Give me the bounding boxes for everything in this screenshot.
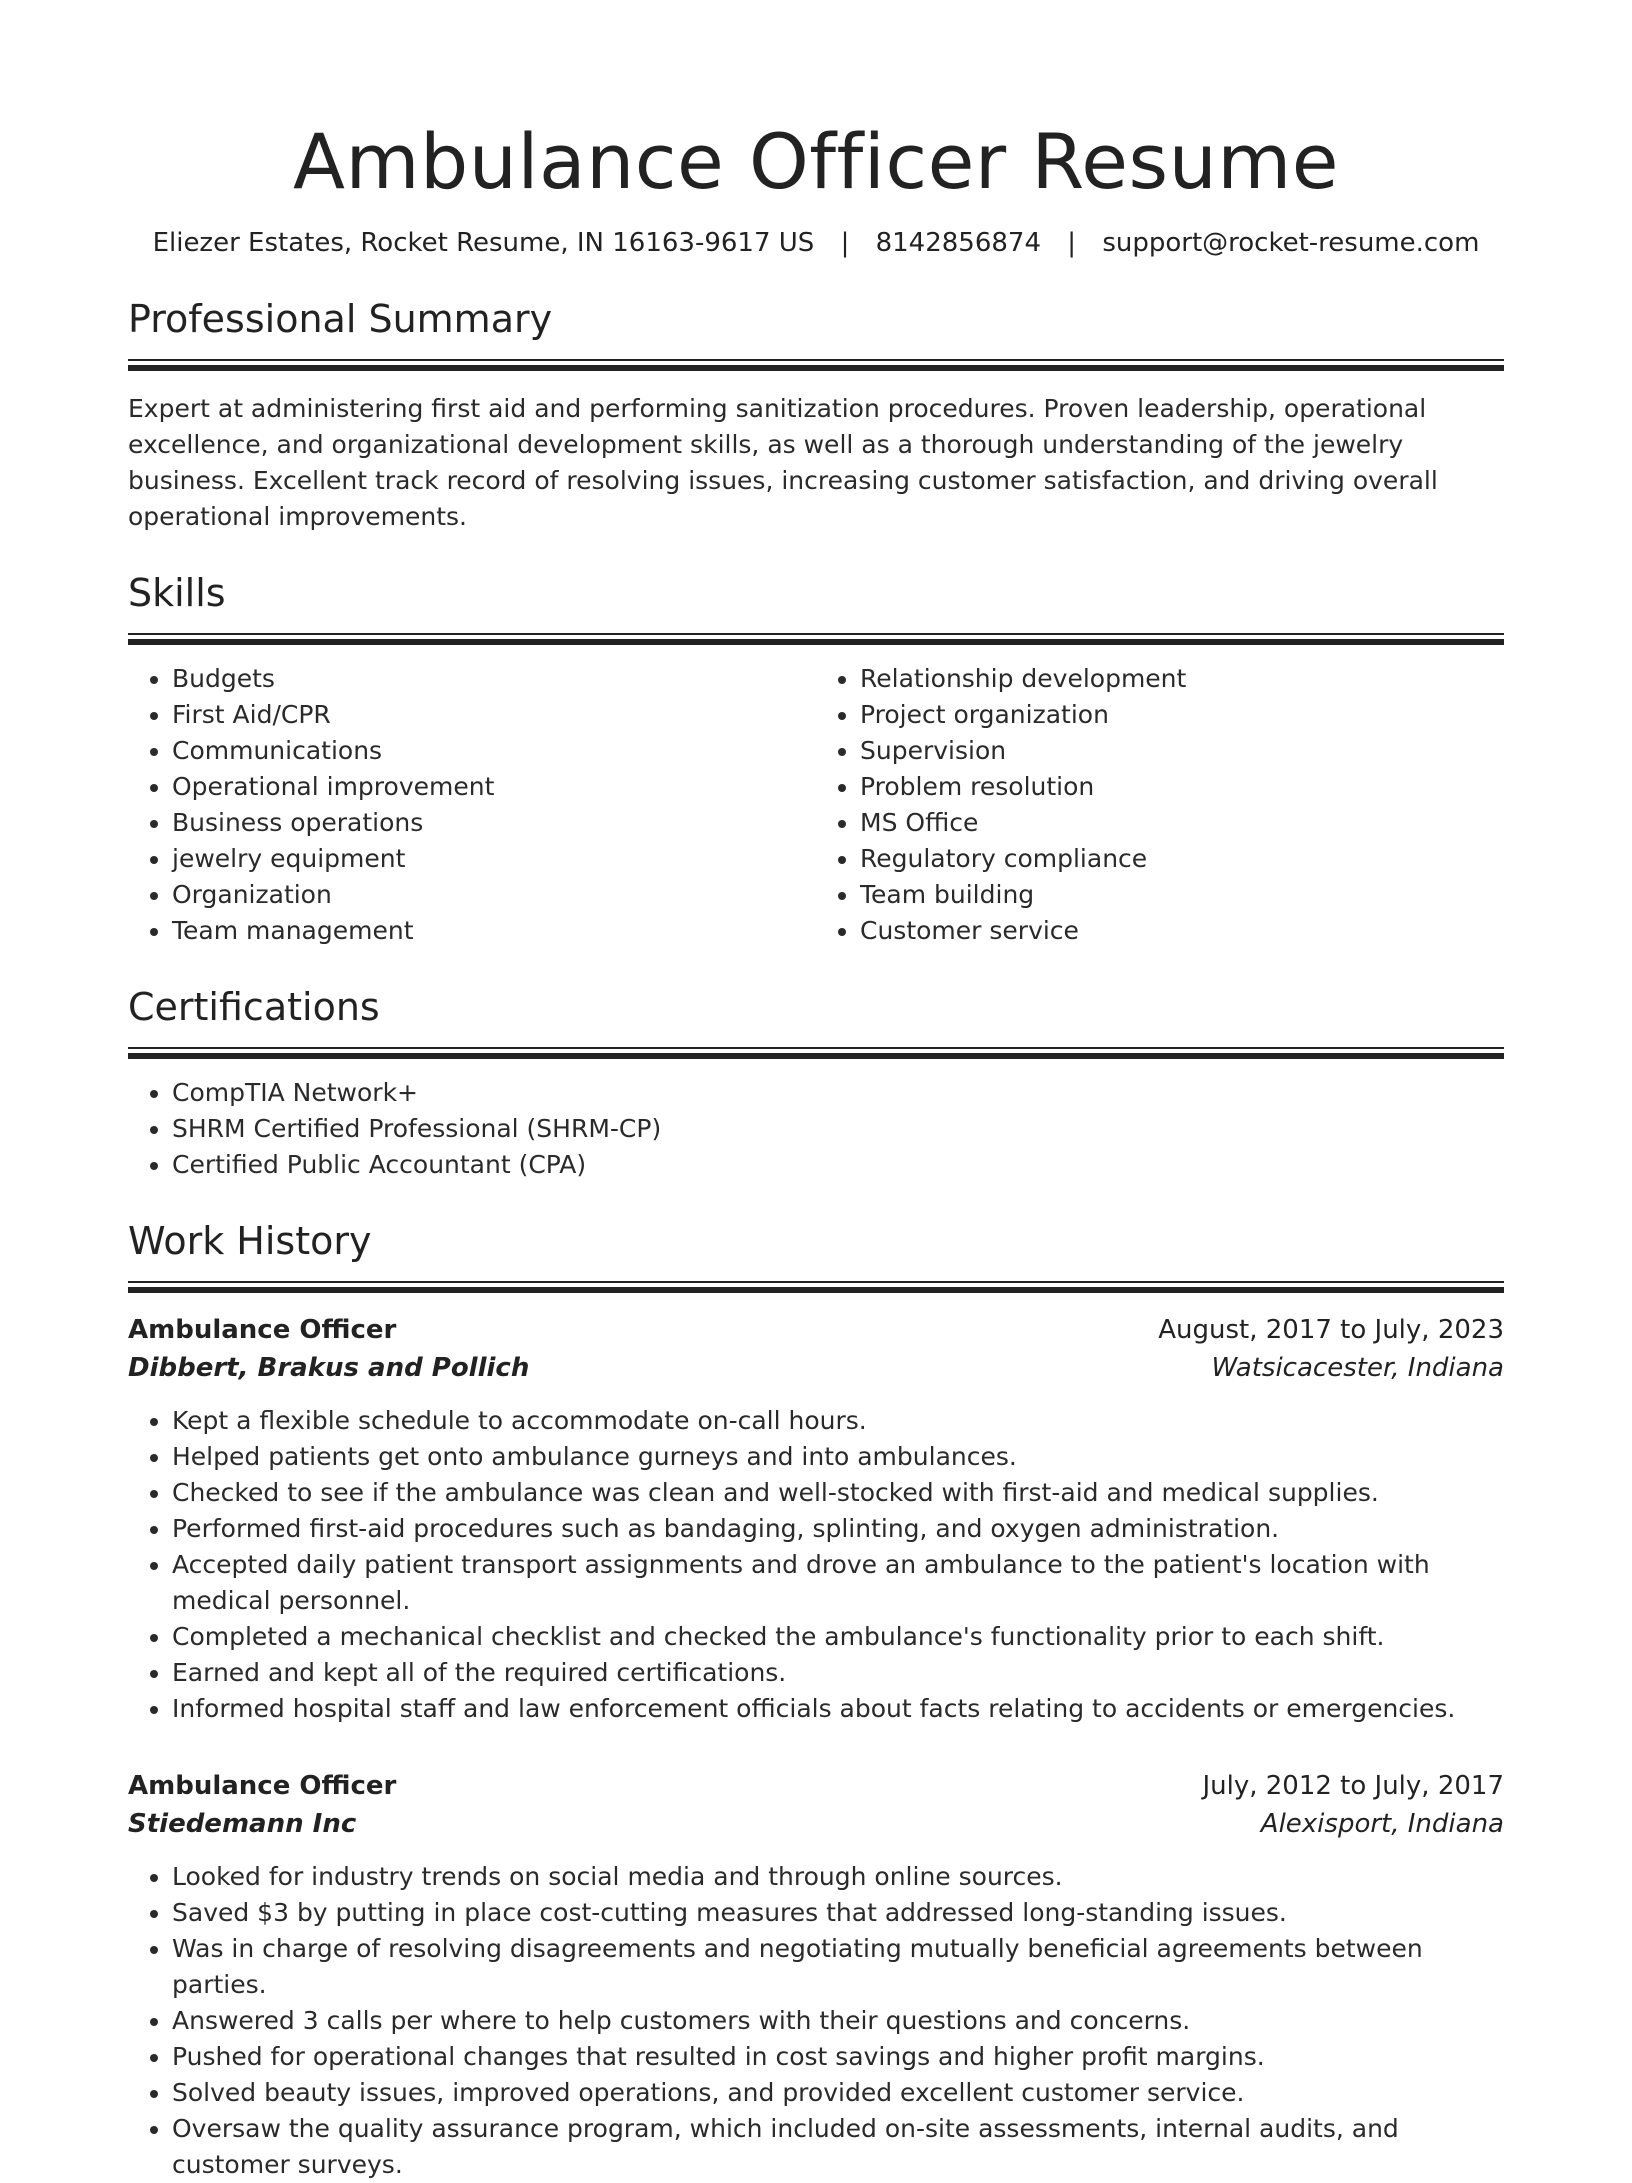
skills-column-left (128, 661, 816, 949)
job-bullet: • Completed a mechanical checklist and checked the ambulance's functionality prior to each shift. (172, 1619, 1504, 1655)
contact-separator: | (1067, 228, 1077, 259)
job-bullet: • Pushed for operational changes that resulted in cost savings and higher profit margins. (172, 2039, 1504, 2075)
skill-item: • MS Office (860, 805, 1504, 841)
summary-section (128, 295, 1504, 535)
section-divider (128, 359, 1504, 369)
job-bullet: • Performed first-aid procedures such as bandaging, splinting, and oxygen administration. (172, 1511, 1504, 1547)
job-company: Stiedemann Inc (128, 1809, 357, 1840)
contact-line (128, 225, 1504, 261)
job-bullet: • Helped patients get onto ambulance gurneys and into ambulances. (172, 1439, 1504, 1475)
skill-item: • Relationship development (860, 661, 1504, 697)
contact-address: Eliezer Estates, Rocket Resume, IN 16163-9617 US (152, 228, 815, 259)
contact-email: support@rocket-resume.com (1102, 228, 1480, 259)
job-bullet: • Kept a flexible schedule to accommodate on-call hours. (172, 1403, 1504, 1439)
skill-item: • Team management (172, 913, 816, 949)
job-location: Alexisport, Indiana (1260, 1809, 1504, 1840)
certifications-list (128, 1075, 1504, 1183)
resume-title: Ambulance Officer Resume (292, 117, 1340, 206)
job-bullets (128, 1859, 1504, 2183)
job-bullet: • Answered 3 calls per where to help customers with their questions and concerns. (172, 2003, 1504, 2039)
job-bullet: • Was in charge of resolving disagreements and negotiating mutually beneficial agreements between parties. (172, 1931, 1504, 2003)
skills-columns (128, 661, 1504, 949)
job-bullet: • Checked to see if the ambulance was clean and well-stocked with first-aid and medical supplies. (172, 1475, 1504, 1511)
skills-heading: Skills (128, 571, 226, 616)
job-dates: August, 2017 to July, 2023 (1158, 1315, 1504, 1346)
certifications-heading: Certifications (128, 985, 380, 1030)
skill-item: • Team building (860, 877, 1504, 913)
summary-text: Expert at administering first aid and performing sanitization procedures. Proven leadership, operational excellence, and organizational development skills, as well as a thorough understanding of the jewelry business. Excellent track record of resolving issues, increasing customer satisfaction, and driving overall operational improvements. (128, 394, 1438, 532)
skill-item: • Organization (172, 877, 816, 913)
skills-section (128, 569, 1504, 949)
skill-item: • Regulatory compliance (860, 841, 1504, 877)
skills-column-right (816, 661, 1504, 949)
job-header-row (128, 1767, 1504, 1805)
work-history-section (128, 1217, 1504, 2183)
skill-item: • Project organization (860, 697, 1504, 733)
skill-item: • Operational improvement (172, 769, 816, 805)
job-location: Watsicacester, Indiana (1211, 1353, 1504, 1384)
job-company: Dibbert, Brakus and Pollich (128, 1353, 530, 1384)
job-bullet: • Saved $3 by putting in place cost-cutting measures that addressed long-standing issues. (172, 1895, 1504, 1931)
skill-item: • Customer service (860, 913, 1504, 949)
skill-item: • First Aid/CPR (172, 697, 816, 733)
certification-item: • Certified Public Accountant (CPA) (172, 1147, 1504, 1183)
skill-item: • Problem resolution (860, 769, 1504, 805)
job-title: Ambulance Officer (128, 1315, 397, 1346)
job-company-row (128, 1349, 1504, 1387)
job-header-row (128, 1311, 1504, 1349)
skill-item: • Business operations (172, 805, 816, 841)
section-divider (128, 1047, 1504, 1057)
job-company-row (128, 1805, 1504, 1843)
skill-item: • Communications (172, 733, 816, 769)
job-title: Ambulance Officer (128, 1771, 397, 1802)
job-dates: July, 2012 to July, 2017 (1202, 1771, 1504, 1802)
job-bullets (128, 1403, 1504, 1727)
certifications-section (128, 983, 1504, 1183)
job-entry (128, 1767, 1504, 2183)
certification-item: • SHRM Certified Professional (SHRM-CP) (172, 1111, 1504, 1147)
job-entry (128, 1311, 1504, 1727)
work-history-heading: Work History (128, 1219, 372, 1264)
certification-item: • CompTIA Network+ (172, 1075, 1504, 1111)
job-bullet: • Accepted daily patient transport assignments and drove an ambulance to the patient's location with medical personnel. (172, 1547, 1504, 1619)
section-divider (128, 1281, 1504, 1291)
contact-separator: | (840, 228, 850, 259)
job-bullet: • Oversaw the quality assurance program, which included on-site assessments, internal audits, and customer surveys. (172, 2111, 1504, 2183)
section-divider (128, 633, 1504, 643)
job-bullet: • Informed hospital staff and law enforcement officials about facts relating to accidents or emergencies. (172, 1691, 1504, 1727)
skill-item: • Budgets (172, 661, 816, 697)
skill-item: • Supervision (860, 733, 1504, 769)
summary-heading: Professional Summary (128, 297, 553, 342)
job-bullet: • Earned and kept all of the required certifications. (172, 1655, 1504, 1691)
skill-item: • jewelry equipment (172, 841, 816, 877)
job-bullet: • Solved beauty issues, improved operations, and provided excellent customer service. (172, 2075, 1504, 2111)
contact-phone: 8142856874 (875, 228, 1042, 259)
job-bullet: • Looked for industry trends on social media and through online sources. (172, 1859, 1504, 1895)
